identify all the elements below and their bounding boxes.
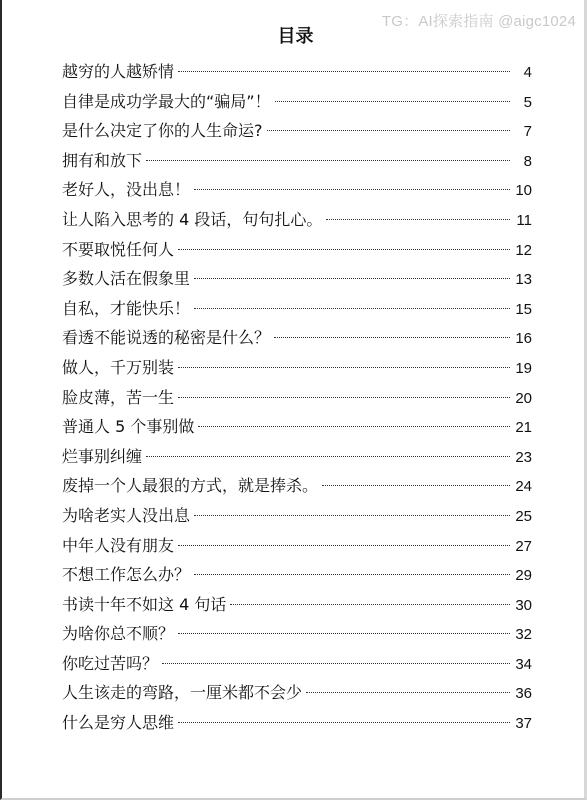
- toc-entry-page-number: 13: [515, 271, 532, 289]
- toc-entry-page-number: 27: [515, 537, 532, 555]
- toc-entry-page-number: 29: [515, 567, 532, 585]
- toc-dot-leader: [178, 71, 510, 72]
- toc-entry-page-number: 36: [515, 685, 532, 703]
- toc-dot-leader: [267, 130, 511, 131]
- toc-entry-page-number: 24: [515, 478, 532, 496]
- toc-entry-title: 越穷的人越矫情: [62, 62, 175, 81]
- table-of-contents: [62, 57, 532, 738]
- toc-dot-leader: [230, 604, 510, 605]
- toc-entry-title: 不想工作怎么办？: [62, 565, 191, 585]
- toc-entry-page-number: 11: [516, 211, 532, 229]
- toc-entry-title: 中年人没有朋友: [62, 535, 175, 555]
- toc-entry-page-number: 5: [523, 93, 532, 111]
- toc-entry-title: 是什么决定了你的人生命运?: [62, 121, 263, 141]
- toc-dot-leader: [194, 515, 510, 516]
- toc-entry-title: 你吃过苦吗？: [62, 653, 159, 673]
- toc-entry-page-number: 4: [523, 64, 532, 81]
- toc-entry[interactable]: [62, 560, 532, 590]
- toc-entry-page-number: 16: [515, 330, 532, 348]
- toc-entry[interactable]: [62, 264, 532, 294]
- toc-entry-title: 脸皮薄，苦一生: [62, 387, 175, 407]
- toc-dot-leader: [194, 308, 510, 309]
- toc-entry-title: 自律是成功学最大的“骗局”！: [62, 91, 271, 111]
- toc-entry-title: 多数人活在假象里: [62, 269, 191, 289]
- toc-entry-title: 人生该走的弯路，一厘米都不会少: [62, 683, 303, 703]
- toc-entry-page-number: 21: [515, 419, 532, 437]
- toc-dot-leader: [275, 101, 510, 102]
- toc-entry[interactable]: [62, 294, 532, 324]
- toc-entry[interactable]: [62, 175, 532, 205]
- toc-dot-leader: [306, 692, 510, 693]
- toc-dot-leader: [146, 160, 510, 161]
- toc-entry[interactable]: [62, 531, 532, 561]
- toc-entry-page-number: 10: [515, 182, 532, 200]
- toc-entry[interactable]: [62, 412, 532, 442]
- toc-dot-leader: [194, 278, 510, 279]
- toc-entry-title: 看透不能说透的秘密是什么？: [62, 328, 271, 348]
- toc-entry[interactable]: [62, 678, 532, 708]
- toc-entry[interactable]: [62, 708, 532, 738]
- page-title: 目录: [277, 26, 314, 47]
- toc-dot-leader: [274, 337, 510, 338]
- toc-entry[interactable]: [62, 323, 532, 353]
- toc-entry[interactable]: [62, 442, 532, 472]
- toc-entry-title: 书读十年不如这 4 句话: [62, 594, 227, 614]
- toc-dot-leader: [194, 189, 510, 190]
- toc-entry-title: 不要取悦任何人: [62, 239, 175, 259]
- toc-entry-title: 拥有和放下: [62, 150, 143, 170]
- toc-entry[interactable]: [62, 471, 532, 501]
- toc-entry-title: 做人，千万别装: [62, 357, 175, 377]
- toc-entry-page-number: 34: [515, 655, 532, 673]
- toc-entry-page-number: 7: [523, 123, 532, 141]
- toc-entry-page-number: 25: [515, 507, 532, 525]
- toc-entry[interactable]: [62, 649, 532, 679]
- toc-entry-title: 废掉一个人最狠的方式，就是捧杀。: [62, 476, 319, 496]
- toc-entry-page-number: 8: [523, 152, 532, 170]
- toc-entry-title: 老好人，没出息！: [62, 180, 191, 200]
- toc-entry-title: 为啥你总不顺？: [62, 624, 175, 644]
- toc-dot-leader: [178, 249, 510, 250]
- toc-entry-title: 什么是穷人思维: [62, 713, 175, 733]
- toc-entry-title: 让人陷入思考的 4 段话，句句扎心。: [62, 209, 323, 229]
- toc-entry[interactable]: [62, 383, 532, 413]
- toc-dot-leader: [178, 545, 510, 546]
- toc-entry[interactable]: [62, 235, 532, 265]
- toc-entry-title: 自私，才能快乐！: [62, 298, 191, 318]
- toc-entry-page-number: 15: [515, 300, 532, 318]
- toc-dot-leader: [326, 219, 510, 220]
- toc-dot-leader: [178, 367, 510, 368]
- toc-entry-page-number: 12: [515, 241, 532, 259]
- toc-entry[interactable]: [62, 590, 532, 620]
- toc-entry-page-number: 20: [515, 389, 532, 407]
- toc-dot-leader: [162, 663, 510, 664]
- toc-entry[interactable]: [62, 353, 532, 383]
- toc-dot-leader: [146, 456, 510, 457]
- toc-entry[interactable]: [62, 57, 532, 87]
- toc-entry-title: 烂事别纠缠: [62, 446, 143, 466]
- toc-entry-page-number: 37: [515, 715, 532, 733]
- toc-dot-leader: [178, 633, 510, 634]
- toc-dot-leader: [178, 397, 510, 398]
- toc-dot-leader: [198, 426, 510, 427]
- toc-entry-page-number: 30: [515, 596, 532, 614]
- toc-entry[interactable]: [62, 116, 532, 146]
- watermark: TG：AI探索指南 @aigc1024: [381, 13, 576, 30]
- toc-entry[interactable]: [62, 619, 532, 649]
- toc-entry[interactable]: [62, 87, 532, 117]
- toc-entry[interactable]: [62, 146, 532, 176]
- toc-entry-page-number: 23: [515, 448, 532, 466]
- toc-entry-page-number: 32: [515, 626, 532, 644]
- toc-entry-title: 为啥老实人没出息: [62, 505, 191, 525]
- toc-dot-leader: [178, 722, 510, 723]
- toc-entry-page-number: 19: [515, 359, 532, 377]
- toc-entry-title: 普通人 5 个事别做: [62, 417, 195, 437]
- toc-entry[interactable]: [62, 205, 532, 235]
- toc-dot-leader: [194, 574, 510, 575]
- toc-dot-leader: [322, 485, 510, 486]
- toc-entry[interactable]: [62, 501, 532, 531]
